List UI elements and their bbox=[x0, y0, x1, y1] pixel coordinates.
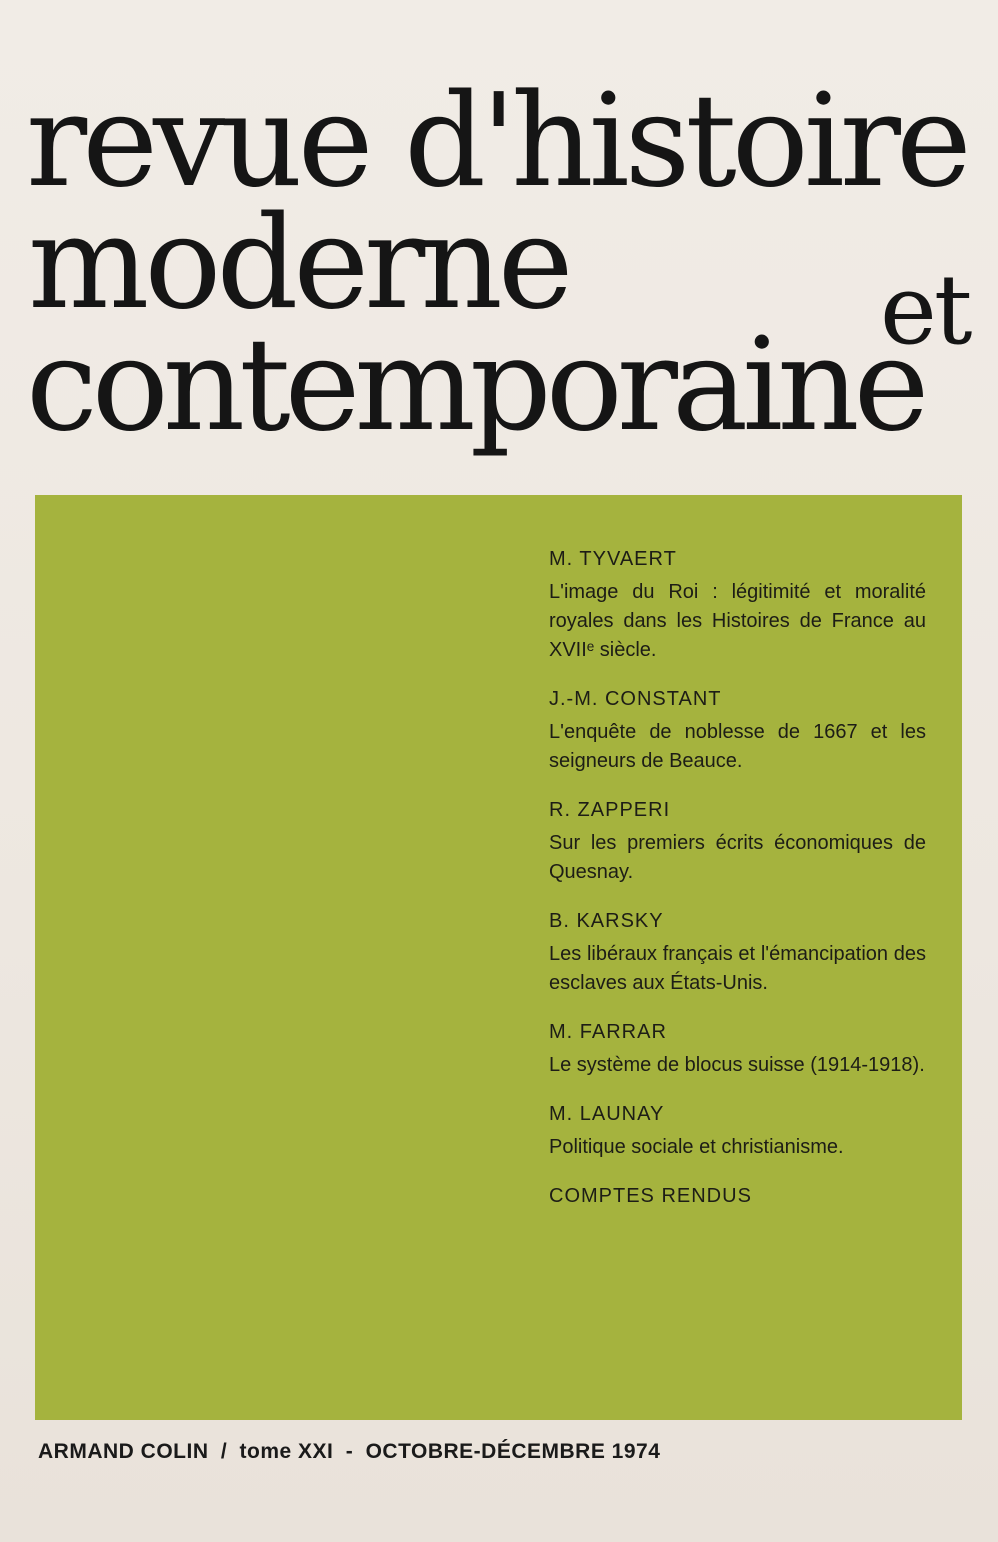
entry-title: Sur les premiers écrits économiques de Quesnay. bbox=[549, 832, 926, 883]
title-line-3: et bbox=[880, 254, 970, 366]
entry-title: Les libéraux français et l'émancipation des esclaves aux États-Unis. bbox=[549, 943, 926, 994]
entry-author: M. FARRAR bbox=[549, 1021, 667, 1043]
volume-number: tome XXI bbox=[239, 1440, 334, 1463]
contents-entry bbox=[549, 545, 926, 665]
contents-entry bbox=[549, 796, 926, 887]
contents-entry bbox=[549, 1100, 926, 1162]
entry-title: Le système de blocus suisse (1914-1918). bbox=[549, 1054, 925, 1076]
table-of-contents bbox=[549, 545, 926, 1211]
publisher-name: ARMAND COLIN bbox=[38, 1440, 209, 1463]
entry-author: M. TYVAERT bbox=[549, 548, 677, 570]
contents-entry bbox=[549, 907, 926, 998]
title-line-2: moderne bbox=[28, 189, 569, 338]
issue-period: OCTOBRE-DÉCEMBRE 1974 bbox=[365, 1440, 661, 1463]
contents-entry bbox=[549, 1018, 926, 1080]
reviews-label: COMPTES RENDUS bbox=[549, 1185, 752, 1207]
entry-author: J.-M. CONSTANT bbox=[549, 688, 722, 710]
entry-author: R. ZAPPERI bbox=[549, 799, 671, 821]
entry-title: L'image du Roi : légitimité et moralité royales dans les Histoires de France au XVIIᵉ siècle. bbox=[549, 581, 926, 661]
contents-entry bbox=[549, 685, 926, 776]
entry-title: L'enquête de noblesse de 1667 et les seigneurs de Beauce. bbox=[549, 721, 926, 772]
title-line-4: contemporaine bbox=[26, 311, 924, 460]
entry-author: B. KARSKY bbox=[549, 910, 664, 932]
publication-footer bbox=[38, 1440, 666, 1464]
title-line-1: revue d'histoire bbox=[26, 67, 967, 216]
footer-dash: - bbox=[345, 1440, 354, 1463]
entry-title: Politique sociale et christianisme. bbox=[549, 1136, 844, 1158]
footer-separator: / bbox=[220, 1440, 228, 1463]
entry-author: M. LAUNAY bbox=[549, 1103, 665, 1125]
